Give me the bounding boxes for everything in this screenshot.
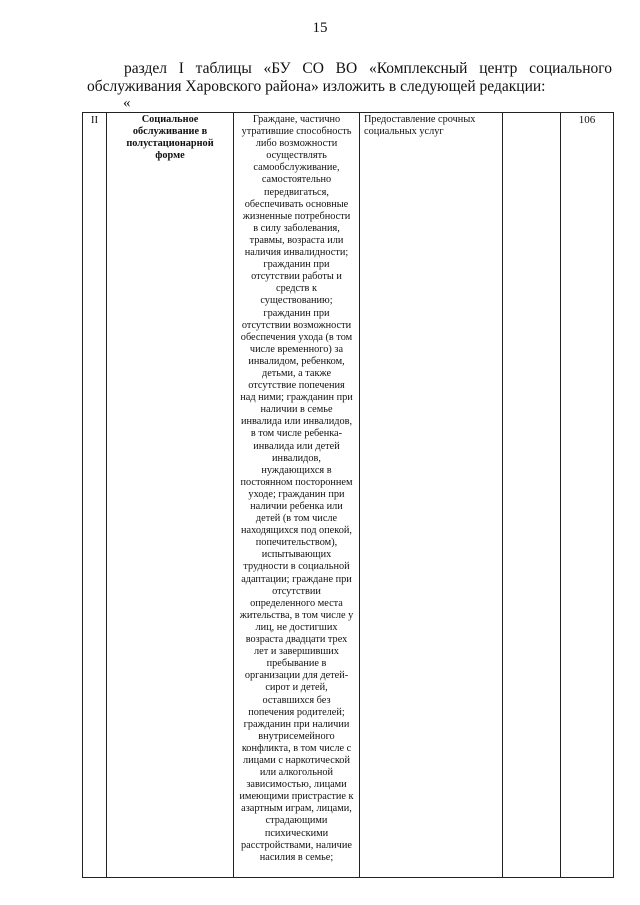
recipient-category-line: отсутствии работы и xyxy=(251,271,342,283)
table-row xyxy=(83,113,614,878)
services-table xyxy=(82,112,614,878)
recipient-category-line: гражданин при xyxy=(263,307,330,319)
recipient-category-line: детьми, а также xyxy=(261,367,332,379)
recipient-category-line: адаптации; граждане при xyxy=(241,573,352,585)
intro-paragraph xyxy=(87,60,612,96)
recipient-category-line: гражданин при наличии xyxy=(243,718,350,730)
intro-line-2: обслуживания Харовского района» изложить в следующей редакции: xyxy=(87,78,546,95)
recipient-category-line: самостоятельно xyxy=(261,174,332,186)
recipient-category-line: страдающими xyxy=(265,815,328,827)
recipient-category-line: насилия в семье; xyxy=(259,851,334,863)
recipient-category-line: оставшихся без xyxy=(262,694,331,706)
service-form-cell xyxy=(107,113,234,878)
recipient-category-line: жизненные потребности xyxy=(242,210,351,222)
recipient-category-line: наличия инвалидности; xyxy=(244,247,349,259)
recipient-category-line: определенного места xyxy=(250,597,343,609)
recipient-category-line: осуществлять xyxy=(266,150,327,162)
recipient-category-line: отсутствии возможности xyxy=(241,319,352,331)
recipient-category-line: азартным играм, лицами, xyxy=(241,803,352,815)
recipient-category-line: обеспечивать основные xyxy=(244,198,349,210)
recipient-category-line: нуждающихся в xyxy=(261,464,332,476)
opening-quote-mark: « xyxy=(123,95,131,111)
recipient-category-line: наличии в семье xyxy=(260,404,333,416)
recipient-category-line: зависимостью, лицами xyxy=(246,779,347,791)
recipient-category-line: трудности в социальной xyxy=(243,561,350,573)
recipient-category-line: конфликта, в том числе с xyxy=(241,742,352,754)
empty-cell xyxy=(503,113,561,878)
recipient-category-line: инвалидом, ребенком, xyxy=(248,355,345,367)
recipient-category-line: имеющими пристрастие к xyxy=(239,791,354,803)
recipient-category-line: находящихся под опекой, xyxy=(241,525,352,537)
intro-line-1: раздел I таблицы «БУ СО ВО «Комплексный центр социального xyxy=(124,60,612,77)
recipient-category-line: гражданин при xyxy=(263,259,330,271)
service-type-text: Предоставление срочных социальных услуг xyxy=(364,114,476,138)
recipient-category-line: возраста двадцати трех xyxy=(245,634,348,646)
recipient-category-line: постоянном постороннем xyxy=(240,476,353,488)
recipient-category-line: внутрисемейного xyxy=(258,730,335,742)
recipient-category-line: утратившие способность xyxy=(241,126,352,138)
recipient-category-line: отсутствие попечения xyxy=(248,380,345,392)
recipient-category-line: инвалидов, xyxy=(272,452,321,464)
recipient-category-line: передвигаться, xyxy=(264,186,329,198)
service-form-text: Социальное обслуживание в полустационарной форме xyxy=(126,114,214,162)
recipient-category-line: расстройствами, наличие xyxy=(241,839,352,851)
recipient-category-line: или алкогольной xyxy=(259,767,334,779)
recipient-category-line: уходе; гражданин при xyxy=(248,488,345,500)
recipient-category-line: жительства, в том числе у xyxy=(239,609,354,621)
recipient-category-line: над ними; гражданин при xyxy=(240,392,353,404)
recipient-category-line: детей (в том числе xyxy=(255,513,338,525)
recipient-category-line: Граждане, частично xyxy=(252,114,341,125)
recipient-category-line: сирот и детей, xyxy=(265,682,328,694)
page-number: 15 xyxy=(312,20,328,36)
recipient-category-line: лиц, не достигших xyxy=(255,621,338,633)
recipient-category-line: попечения родителей; xyxy=(248,706,345,718)
recipient-category-line: испытывающих xyxy=(261,549,332,561)
recipient-category-line: обеспечения ухода (в том xyxy=(240,331,353,343)
recipient-category-line: самообслуживание, xyxy=(253,162,340,174)
recipient-category-line: организации для детей- xyxy=(244,670,349,682)
recipient-category-line: либо возможности xyxy=(255,138,338,150)
recipient-category-line: в силу заболевания, xyxy=(253,222,340,234)
row-number-cell: II xyxy=(83,113,107,878)
recipient-category-line: числе временного) за xyxy=(249,343,344,355)
recipient-category-line: психическими xyxy=(264,827,329,839)
recipient-category-cell xyxy=(234,113,360,878)
recipient-category-line: в том числе ребенка- xyxy=(250,428,343,440)
recipient-category-line: средств к xyxy=(276,283,317,295)
recipient-category-line: лицами с наркотической xyxy=(243,754,350,766)
recipient-category-line: инвалида или инвалидов, xyxy=(240,416,353,428)
recipient-category-line: наличии ребенка или xyxy=(250,501,343,512)
recipient-category-line: лет и завершивших xyxy=(254,646,339,658)
recipient-category-line: существованию; xyxy=(260,295,333,307)
code-cell: 106 xyxy=(561,113,614,878)
recipient-category-line: травмы, возраста или xyxy=(249,234,344,246)
recipient-category-line: пребывание в xyxy=(266,658,327,670)
recipient-category-line: попечительством), xyxy=(255,537,338,549)
recipient-category-line: инвалида или детей xyxy=(253,440,340,452)
service-type-cell xyxy=(360,113,503,878)
recipient-category-line: отсутствии xyxy=(272,585,321,597)
recipient-category-text xyxy=(234,113,359,877)
